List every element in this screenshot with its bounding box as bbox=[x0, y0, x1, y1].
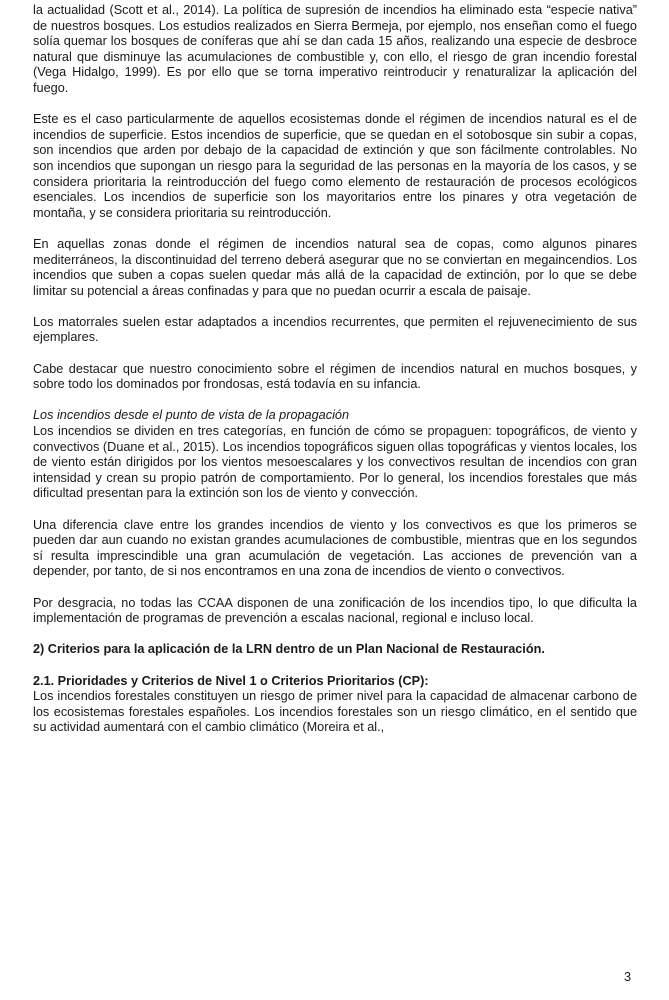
paragraph-zoning: Por desgracia, no todas las CCAA disponen de una zonificación de los incendios tipo, lo que dificulta la implementación de programas de prevención a escalas nacional, regional e incluso local. bbox=[33, 595, 637, 626]
paragraph-surface-fires: Este es el caso particularmente de aquellos ecosistemas donde el régimen de incendios natural es el de incendios de superficie. Estos incendios de superficie, que se quedan en el sotobosque sin subir a copas, son incendios que arden por debajo de la capacidad de extinción y que son fácilmente controlables. No son incendios que supongan un riesgo para la seguridad de las personas en la mayoría de los casos, y se considera prioritaria la reintroducción del fuego como elemento de restauración de procesos ecológicos esenciales. Los incendios de superficie son los mayoritarios entre los pinares y otra vegetación de montaña, y se considera prioritaria su reintroducción. bbox=[33, 112, 637, 220]
document-body bbox=[33, 3, 637, 752]
paragraph-priorities bbox=[33, 674, 637, 736]
section-heading: 2) Criterios para la aplicación de la LRN dentro de un Plan Nacional de Restauración. bbox=[33, 642, 545, 657]
propagation-heading: Los incendios desde el punto de vista de la propagación bbox=[33, 408, 350, 423]
paragraph-propagation bbox=[33, 408, 637, 502]
paragraph-fire-suppression: la actualidad (Scott et al., 2014). La política de supresión de incendios ha eliminado esta “especie nativa” de nuestros bosques. Los estudios realizados en Sierra Bermeja, por ejemplo, nos enseñan como el fuego solía quemar los bosques de coníferas que ahí se dan cada 15 años, realizando una especie de desbroce natural que disminuye las acumulaciones de combustible y, con ello, el riesgo de gran incendio forestal (Vega Hidalgo, 1999). Es por ello que se torna imperativo reintroducir y renaturalizar la aplicación del fuego. bbox=[33, 3, 637, 95]
paragraph-crown-fires: En aquellas zonas donde el régimen de incendios natural sea de copas, como algunos pinares mediterráneos, la discontinuidad del terreno deberá asegurar que no se conviertan en megaincendios. Los incendios que suben a copas suelen quedar más allá de la capacidad de extinción, por lo que se debe limitar su potencial a áreas confinadas y para que no puedan ocurrir a escala de paisaje. bbox=[33, 236, 637, 298]
paragraph-shrublands: Los matorrales suelen estar adaptados a incendios recurrentes, que permiten el rejuvenecimiento de sus ejemplares. bbox=[33, 314, 637, 345]
paragraph-wind-vs-convective: Una diferencia clave entre los grandes incendios de viento y los convectivos es que los primeros se pueden dar aun cuando no existan grandes acumulaciones de combustible, mientras que en los segundos sí resulta imprescindible una gran acumulación de vegetación. Las acciones de prevención van a depender, por tanto, de si nos encontramos en una zona de incendios de viento o convectivos. bbox=[33, 517, 637, 579]
paragraph-knowledge: Cabe destacar que nuestro conocimiento sobre el régimen de incendios natural en muchos bosques, y sobre todo los dominados por frondosas, está todavía en su infancia. bbox=[33, 361, 637, 392]
propagation-text: Los incendios se dividen en tres categorías, en función de cómo se propaguen: topográficos, de viento y convectivos (Duane et al., 2015). Los incendios topográficos siguen ollas topográficas y vientos locales, los de viento están dirigidos por los vientos mesoescalares y los convectivos resultan de incendios con gran intensidad y crean su propio patrón de comportamiento. Por lo general, los incendios forestales que más dificultad presentan para la extinción son los de viento y convección. bbox=[33, 424, 637, 501]
page-number: 3 bbox=[623, 970, 631, 984]
subsection-text: Los incendios forestales constituyen un riesgo de primer nivel para la capacidad de almacenar carbono de los ecosistemas forestales españoles. Los incendios forestales son un riesgo climático, en el sentido que su actividad aumentará con el cambio climático (Moreira et al., bbox=[33, 689, 637, 735]
subsection-heading: 2.1. Prioridades y Criterios de Nivel 1 o Criterios Prioritarios (CP): bbox=[33, 673, 429, 688]
